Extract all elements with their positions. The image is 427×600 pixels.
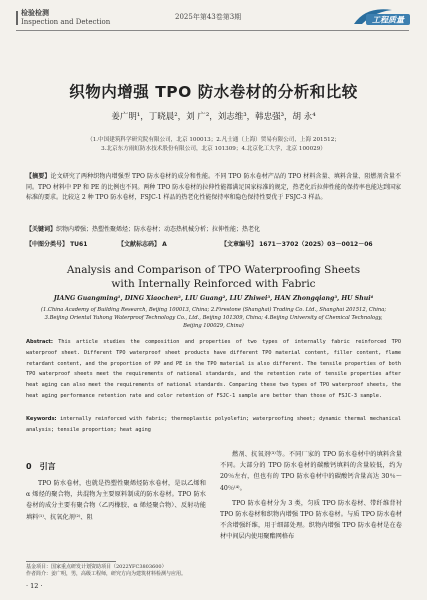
journal-name-cn: 检验检测 — [21, 9, 49, 17]
section-heading: 0 引言 — [26, 462, 56, 471]
footnote-author: 作者简介：姜广明，男，高级工程师，研究方向为建筑材料检测与应用。 — [26, 571, 187, 577]
authors-cn: 姜广明¹，丁晓晨²，刘 广²，刘志维³，韩忠强³，胡 永⁴ — [111, 112, 316, 122]
abstract-en — [26, 337, 401, 402]
abstract-en-text: This article studies the composition and properties of two types of internally fabric reinforced TPO waterproof sheet. Different TPO waterproof sheet products have different TPO material content, filler content, flame retardant content, and the proportion of PP and PE in the TPO material is also different. The tensile properties of both TPO waterproof sheets meet the requirements of national standards, and the retention rate of tensile properties after heat aging can also meet the requirements of national standards. Comparing these two types of TPO waterproof sheets, the heat aging performance retention rate and color retention of FSJC-1 sample are better than those of FSJC-3 sample. — [26, 339, 401, 399]
body-right-paragraph-1: 燃剂、抗氧剂⁽³⁾等。不同厂家的 TPO 防水卷材中的填料含量不同。大部分的 TPO 防水卷材的碳酸钙填料的含量较低，约为 20％左右，但也有的 TPO 防水卷材中的碳酸钙含量高达 30％～40％⁽⁴⁾。 — [220, 451, 402, 492]
abstract-cn-text: 论文研究了两种织物内增强型 TPO 防水卷材的成分和性能。不同 TPO 防水卷材产品的 TPO 材料含量、填料含量、阻燃剂含量不同。TPO 材料中 PP 和 PE 的比例也不同。两种 TPO 防水卷材的拉伸性能都满足国家标准的规定，热老化后拉伸性能的保持率也能达到国家标准的要求。比较这 2 种 TPO 防水卷材，FSJC-1 样品的热老化性能保持率和隐色保持性要优于 FSJC-3 样品。 — [26, 173, 401, 201]
title-cn: 织物内增强 TPO 防水卷材的分析和比较 — [69, 83, 358, 101]
authors-en: JIANG Guangming¹, DING Xiaochen², LIU Guang², LIU Zhiwei³, HAN Zhongqiang³, HU Shui⁴ — [53, 295, 374, 302]
body-right-paragraph-2: TPO 防水卷材分为 3 类，匀质 TPO 防水卷材、带纤维背衬 TPO 防水卷材和织物内增强 TPO 防水卷材。与质 TPO 防水卷材不含增强纤维，用于细部处理。织物内增强 TPO 防水卷材是在卷材中间层内使用聚酯网格布 — [220, 499, 402, 541]
article-number: 【文章编号】 1671－3702（2025）03－0012－06 — [221, 241, 373, 248]
keywords-cn — [26, 225, 401, 236]
header-bar — [16, 11, 18, 25]
affiliations-en: (1.China Academy of Building Research, Beijing 100013, China; 2.Firestone (Shanghai) Trading Co. Ltd., Shanghai 201512, China; 3.Beijing Oriental Yuhong Waterproof Technology Co., Ltd., Beijing 101309, China; 4.Beijing University of Chemical Technology, Beijing 100029, China) — [40, 307, 387, 329]
keywords-en — [26, 414, 401, 436]
logo-icon — [352, 6, 412, 28]
footnote-funding: 基金项目：国家重点研发计划资助项目（2022YFC3803600） — [26, 564, 167, 570]
keywords-cn-label: 【关键词】 — [26, 226, 57, 233]
journal-name — [21, 9, 110, 27]
body-left-column: TPO 防水卷材，也就是热塑性聚烯烃防水卷材，是以乙烯和 α 烯烃的聚合物，共混物为主要原料制成的防水卷材。TPO 防水卷材的成分主要有聚合物（乙丙橡胶、α 烯烃聚合物）、反射功能填料⁽¹⁾、抗氧化剂⁽²⁾、阻 — [26, 480, 206, 521]
title-en-line-1: Analysis and Comparison of TPO Waterproofing Sheets — [66, 264, 361, 276]
keywords-en-text: internally reinforced with fabric; thermoplastic polyolefin; waterproofing sheet; dynamic thermal mechanical analysis; tensile proportion; heat aging — [26, 416, 401, 433]
title-en-line-2: with Internally Reinforced with Fabric — [111, 278, 316, 290]
abstract-cn — [26, 172, 401, 204]
logo-text: 工程质量 — [372, 15, 404, 25]
affiliation-cn-line-2: 3.北京东方雨虹防水技术股份有限公司，北京 101309；4.北京化工大学，北京 100029） — [101, 146, 326, 152]
keywords-en-label: Keywords: — [26, 416, 57, 422]
affiliation-cn-line-1: （1.中国建筑科学研究院有限公司，北京 100013；2.凡士通（上海）贸易有限公司，上海 201512； — [87, 137, 340, 143]
journal-logo — [352, 6, 412, 28]
body-right-column — [220, 449, 402, 543]
page-number: · 12 · — [26, 582, 43, 590]
footnote-rule — [26, 561, 116, 562]
abstract-en-label: Abstract: — [26, 339, 53, 345]
header-rule — [16, 30, 409, 31]
abstract-cn-label: 【摘要】 — [26, 173, 51, 180]
journal-name-en: Inspection and Detection — [21, 18, 111, 26]
document-code: 【文献标志码】 A — [118, 241, 167, 248]
keywords-cn-text: 织物内增强；热塑性聚烯烃；防水卷材；动态热机械分析；拉伸性能；热老化 — [56, 226, 261, 233]
clc-number: 【中图分类号】 TU61 — [26, 241, 88, 248]
issue-info: 2025年第43卷第3期 — [175, 13, 242, 21]
